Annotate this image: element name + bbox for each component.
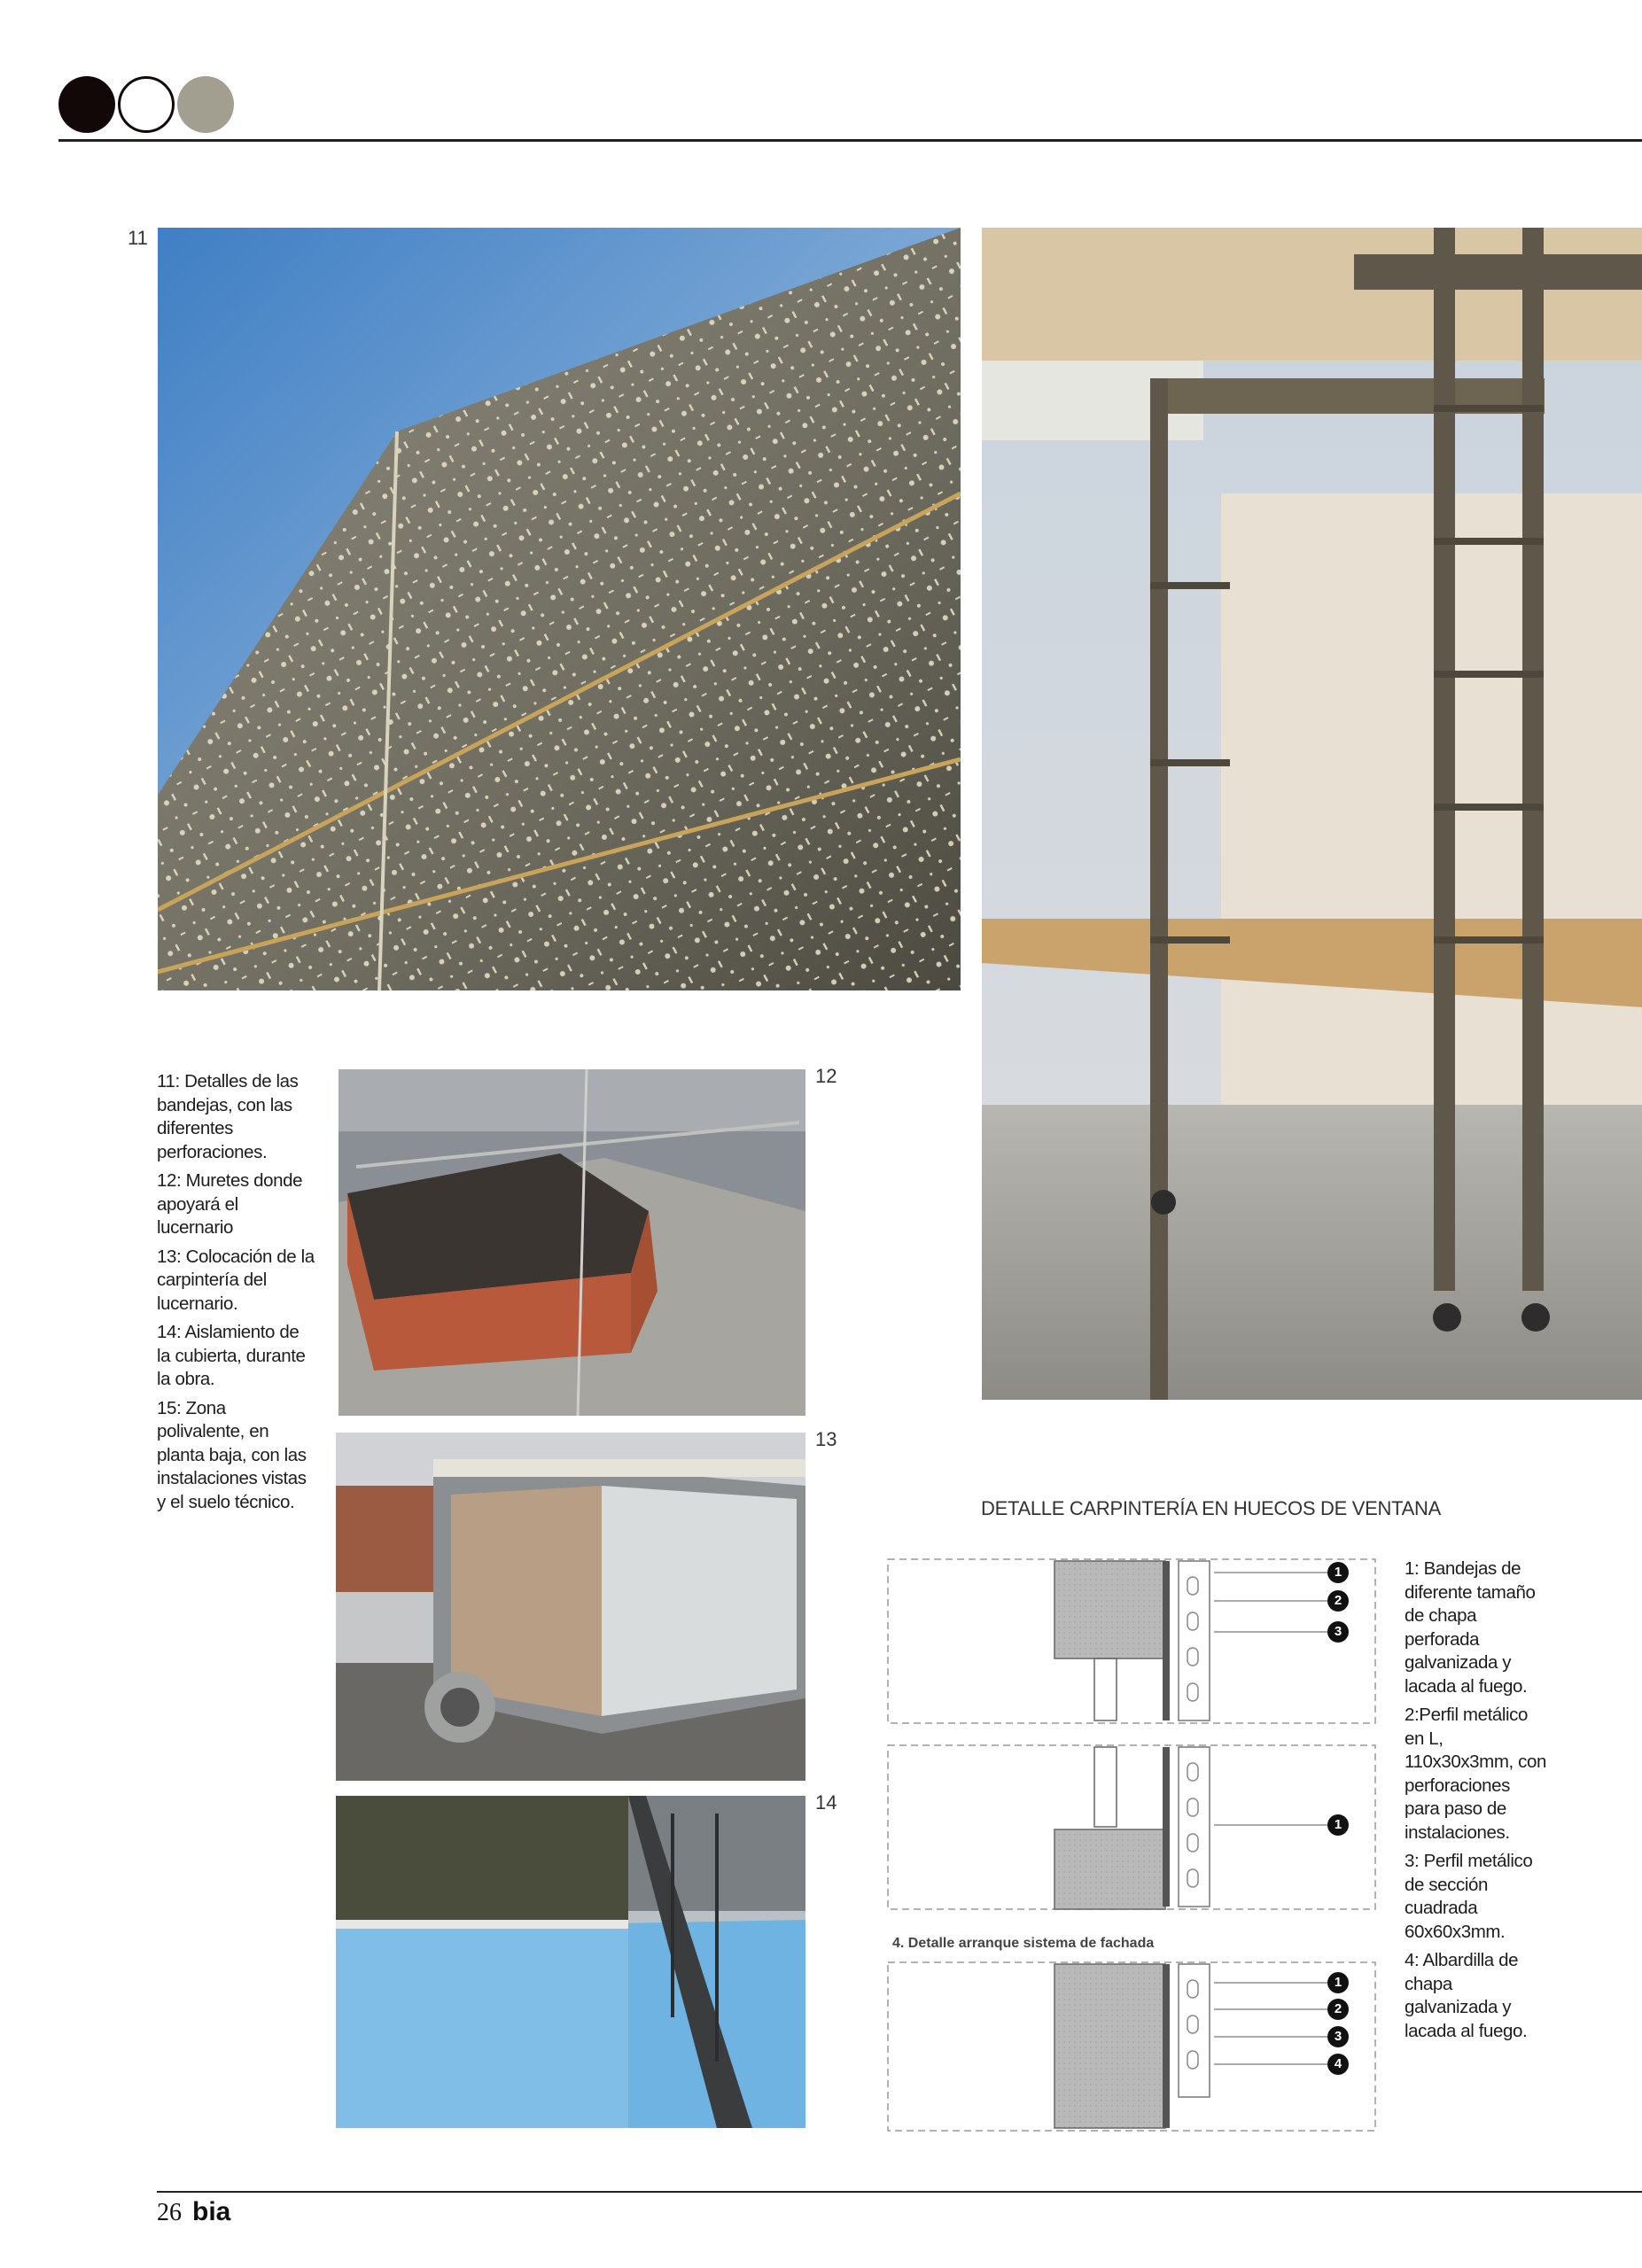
- header-dot-white: [118, 76, 175, 133]
- detail-subtitle: 4. Detalle arranque sistema de fachada: [892, 1936, 1155, 1951]
- photo-15-multipurpose-zone: [982, 228, 1642, 1400]
- legend-item-3: 3: Perfil metálico de sección cuadrada 60x60x3mm.: [1405, 1851, 1533, 1942]
- figure-13-number: 13: [815, 1428, 837, 1450]
- detail-marker: 3: [1327, 1621, 1349, 1643]
- caption-12: 12: Muretes donde apoyará el lucernario: [157, 1170, 303, 1238]
- window-frame-detail-drawing: [886, 1550, 1382, 2135]
- magazine-brand: bia: [192, 2197, 231, 2226]
- legend-item-1: 1: Bandejas de diferente tamaño de chapa perforada galvanizada y lacada al fuego.: [1405, 1558, 1536, 1697]
- header-dot-grey: [177, 76, 234, 133]
- footer-rule: [157, 2191, 1642, 2193]
- page-number: 26: [157, 2199, 182, 2226]
- legend-item-4: 4: Albardilla de chapa galvanizada y lacada al fuego.: [1405, 1950, 1528, 2041]
- detail-title: DETALLE CARPINTERÍA EN HUECOS DE VENTANA: [981, 1497, 1441, 1519]
- figure-11-number: 11: [128, 227, 148, 249]
- detail-marker: 1: [1327, 1814, 1349, 1836]
- caption-15: 15: Zona polivalente, en planta baja, con las instalaciones vistas y el suelo técnico.: [157, 1397, 307, 1512]
- detail-marker: 3: [1327, 2026, 1349, 2047]
- photo-14-roof-insulation: [336, 1796, 805, 2128]
- photo-13-skylight-frame: [336, 1433, 805, 1781]
- photo-12-brick-walls: [339, 1069, 805, 1416]
- figure-14-number: 14: [815, 1791, 837, 1814]
- photo-captions: [157, 1070, 316, 1519]
- caption-13: 13: Colocación de la carpintería del lucernario.: [157, 1246, 315, 1314]
- caption-14: 14: Aislamiento de la cubierta, durante la obra.: [157, 1322, 306, 1389]
- detail-legend: [1405, 1557, 1546, 2048]
- figure-12-number: 12: [815, 1065, 837, 1087]
- detail-marker: 2: [1327, 1590, 1349, 1612]
- detail-marker: 4: [1327, 2054, 1349, 2075]
- header-dot-black: [58, 76, 115, 133]
- header-rule: [58, 139, 1642, 142]
- detail-marker: 2: [1327, 1999, 1349, 2020]
- photo-11-perforated-facade: [158, 228, 961, 990]
- caption-11: 11: Detalles de las bandejas, con las diferentes perforaciones.: [157, 1071, 299, 1162]
- detail-marker: 1: [1327, 1972, 1349, 1993]
- detail-marker: 1: [1327, 1562, 1349, 1583]
- legend-item-2: 2:Perfil metálico en L, 110x30x3mm, con perforaciones para paso de instalaciones.: [1405, 1705, 1546, 1843]
